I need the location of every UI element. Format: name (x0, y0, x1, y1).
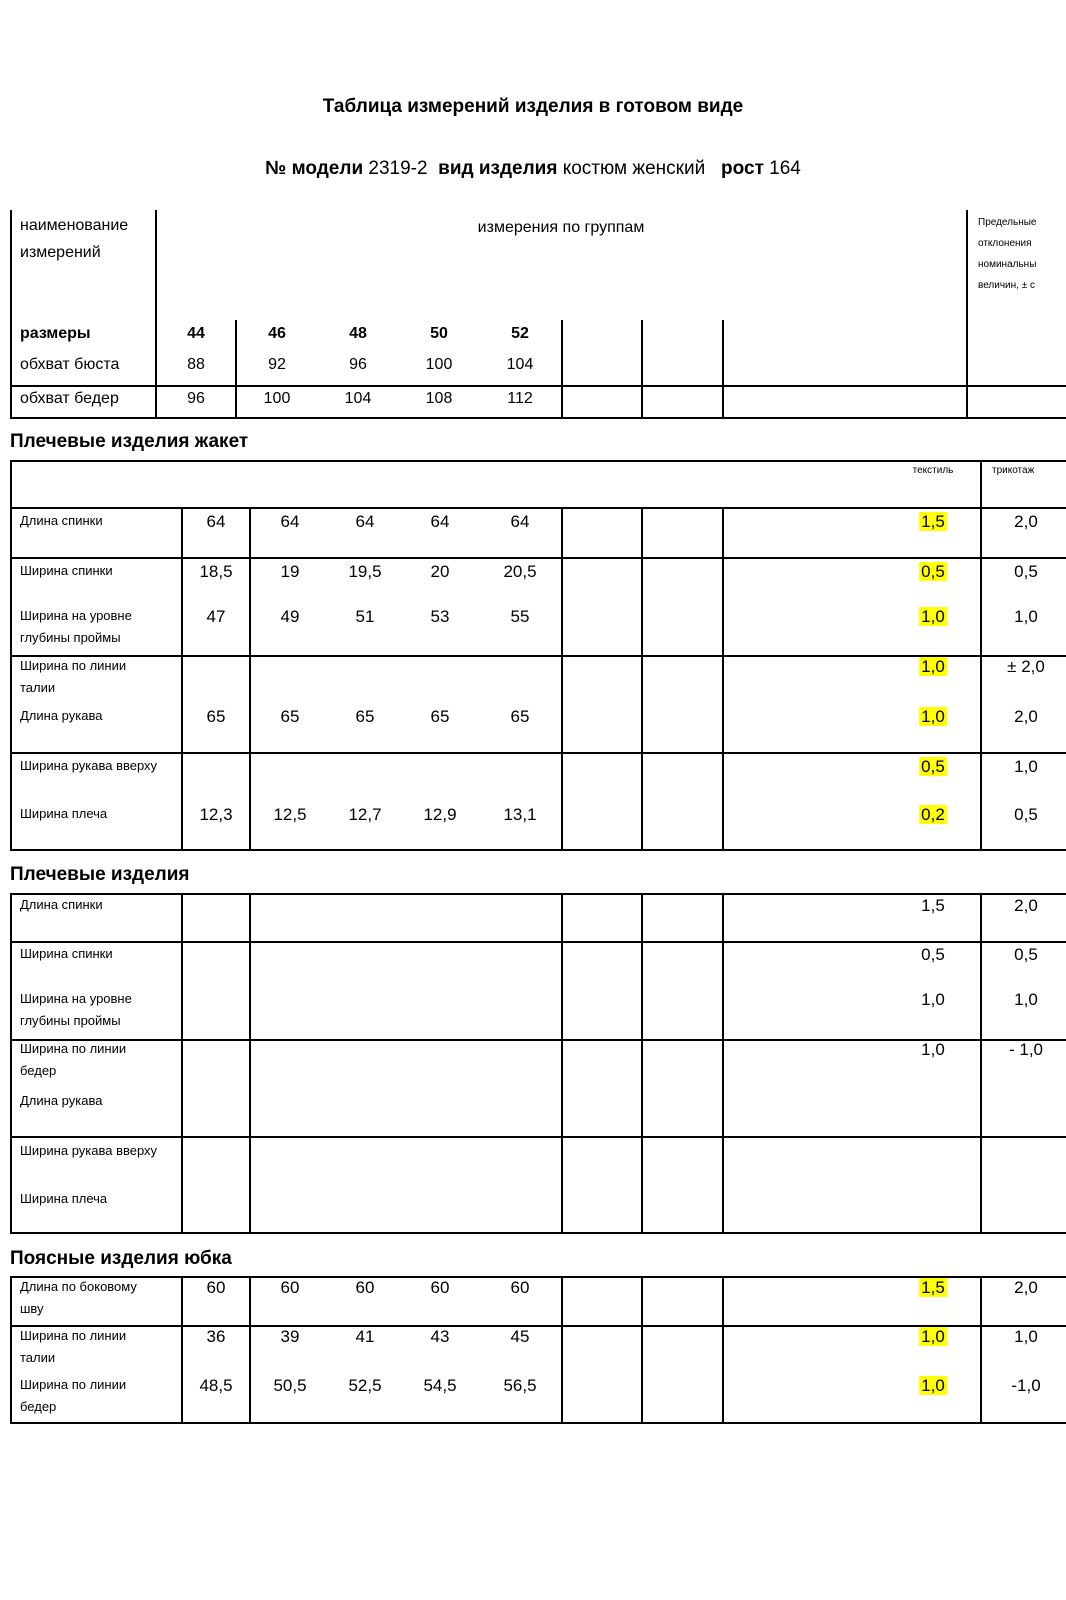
jacket-row-label: Ширина рукава вверху (20, 758, 158, 773)
shoulder-row-label: Ширина по линии бедер (20, 1041, 127, 1078)
jacket-textile-tolerance (919, 707, 947, 727)
row-divider (10, 1136, 1066, 1138)
hips-label: обхват бедер (20, 390, 119, 407)
jacket-value: 12,7 (348, 805, 382, 824)
jacket-value: 51 (355, 607, 375, 626)
page-title: Таблица измерений изделия в готовом виде (322, 96, 744, 117)
bust-value: 100 (425, 356, 453, 373)
size-value: 44 (187, 325, 205, 342)
skirt-value: 36 (206, 1327, 226, 1346)
shoulder-row-label: Ширина спинки (20, 946, 113, 961)
jacket-knit-tolerance: 0,5 (1014, 805, 1038, 824)
hips-value: 100 (263, 390, 291, 407)
row-divider (10, 557, 1066, 559)
jacket-textile-tolerance-highlight: 0,5 (921, 757, 945, 776)
col-divider (980, 893, 982, 1234)
jacket-textile-tolerance (919, 805, 947, 825)
shoulder-row-label: Ширина рукава вверху (20, 1143, 158, 1158)
bust-label: обхват бюста (20, 356, 120, 373)
jacket-textile-tolerance-highlight: 0,5 (921, 562, 945, 581)
shoulder-row-label: Ширина на уровне глубины проймы (20, 991, 132, 1028)
bust-value: 92 (268, 356, 286, 373)
skirt-value: 39 (280, 1327, 300, 1346)
jacket-value: 12,5 (273, 805, 307, 824)
model-info (0, 158, 1066, 180)
jacket-value: 12,9 (423, 805, 457, 824)
skirt-value: 45 (510, 1327, 530, 1346)
jacket-value: 12,3 (199, 805, 233, 824)
jacket-textile-tolerance-highlight: 1,0 (921, 657, 945, 676)
jacket-value: 65 (280, 707, 300, 726)
skirt-knit-tolerance: 2,0 (1014, 1278, 1038, 1297)
shoulder-knit-tolerance: - 1,0 (1008, 1040, 1044, 1059)
jacket-row-label: Ширина по линии талии (20, 658, 127, 695)
jacket-value: 18,5 (199, 562, 233, 581)
jacket-value: 19 (280, 562, 300, 581)
jacket-value: 53 (430, 607, 450, 626)
col-divider (181, 1276, 183, 1424)
shoulder-row-label: Ширина плеча (20, 1191, 108, 1206)
size-value: 50 (430, 325, 448, 342)
col-divider (641, 507, 643, 851)
section-title: Поясные изделия юбка (10, 1248, 232, 1269)
bust-value: 96 (349, 356, 367, 373)
size-value: 52 (511, 325, 529, 342)
jacket-knit-tolerance: 1,0 (1014, 607, 1038, 626)
skirt-textile-tolerance (919, 1278, 947, 1298)
jacket-knit-tolerance: ± 2,0 (1007, 657, 1045, 676)
jacket-value: 55 (510, 607, 530, 626)
shoulder-row-label: Длина рукава (20, 1093, 103, 1108)
jacket-textile-tolerance (919, 657, 947, 677)
col-divider (249, 893, 251, 1234)
shoulder-textile-tolerance: 1,0 (921, 990, 945, 1009)
row-divider (10, 1325, 1066, 1327)
bust-value: 88 (187, 356, 205, 373)
col-divider (980, 1276, 982, 1424)
header-tolerance-divider (966, 210, 968, 418)
bust-value: 104 (506, 356, 534, 373)
col-divider (641, 1276, 643, 1424)
model-number-label: № модели (265, 158, 364, 179)
header-groups-label: измерения по группам (477, 219, 645, 236)
skirt-value: 52,5 (348, 1376, 382, 1395)
col-divider (722, 507, 724, 851)
skirt-row-label: Ширина по линии бедер (20, 1377, 127, 1414)
header-col-divider (722, 320, 724, 418)
model-type-label: вид изделия (438, 158, 558, 179)
jacket-value: 13,1 (503, 805, 537, 824)
skirt-row-label: Длина по боковому шву (20, 1279, 137, 1316)
jacket-value: 64 (206, 512, 226, 531)
jacket-knit-tolerance: 2,0 (1014, 512, 1038, 531)
size-value: 48 (349, 325, 367, 342)
jacket-textile-tolerance (919, 757, 947, 777)
jacket-value: 49 (280, 607, 300, 626)
jacket-textile-tolerance (919, 562, 947, 582)
jacket-textile-tolerance (919, 607, 947, 627)
header-col-divider (561, 320, 563, 418)
col-divider (722, 893, 724, 1234)
header-left-border (10, 210, 12, 418)
skirt-value: 41 (355, 1327, 375, 1346)
skirt-value: 60 (280, 1278, 300, 1297)
skirt-knit-tolerance: 1,0 (1014, 1327, 1038, 1346)
shoulder-knit-tolerance: 1,0 (1014, 990, 1038, 1009)
skirt-value: 54,5 (423, 1376, 457, 1395)
skirt-value: 43 (430, 1327, 450, 1346)
col-divider (181, 507, 183, 851)
textile-label: текстиль (912, 465, 954, 476)
jacket-textile-tolerance-highlight: 1,5 (921, 512, 945, 531)
col-divider (561, 507, 563, 851)
jacket-row-label: Ширина плеча (20, 806, 108, 821)
shoulder-knit-tolerance: 0,5 (1014, 945, 1038, 964)
col-divider (561, 893, 563, 1234)
hips-value: 112 (507, 390, 533, 407)
skirt-value: 60 (510, 1278, 530, 1297)
shoulder-row-label: Длина спинки (20, 897, 103, 912)
sizes-label: размеры (20, 325, 91, 342)
col-divider (980, 507, 982, 851)
header-row-divider (10, 385, 1066, 387)
jacket-value: 47 (206, 607, 226, 626)
jacket-knit-tolerance: 2,0 (1014, 707, 1038, 726)
header-name-divider (155, 210, 157, 418)
skirt-value: 56,5 (503, 1376, 537, 1395)
header-tolerance-label: Предельные отклонения номинальны величин, ± с (978, 217, 1037, 291)
jacket-row-label: Длина спинки (20, 513, 103, 528)
shoulder-table (10, 893, 1066, 1234)
skirt-textile-tolerance (919, 1376, 947, 1396)
shoulder-textile-tolerance: 1,5 (921, 896, 945, 915)
jacket-value: 65 (430, 707, 450, 726)
jacket-value: 64 (430, 512, 450, 531)
skirt-table (10, 1276, 1066, 1424)
row-divider (10, 507, 1066, 509)
jacket-value: 64 (280, 512, 300, 531)
jacket-row-label: Длина рукава (20, 708, 103, 723)
col-divider (249, 1276, 251, 1424)
skirt-textile-tolerance-highlight: 1,0 (921, 1327, 945, 1346)
col-divider (980, 460, 982, 508)
skirt-value: 60 (206, 1278, 226, 1297)
model-height: 164 (769, 158, 801, 179)
jacket-value: 65 (510, 707, 530, 726)
row-divider (10, 1039, 1066, 1041)
jacket-value: 65 (355, 707, 375, 726)
model-height-label: рост (721, 158, 764, 179)
skirt-value: 50,5 (273, 1376, 307, 1395)
skirt-value: 60 (430, 1278, 450, 1297)
col-divider (561, 1276, 563, 1424)
shoulder-knit-tolerance: 2,0 (1014, 896, 1038, 915)
jacket-textile-tolerance (919, 512, 947, 532)
skirt-textile-tolerance (919, 1327, 947, 1347)
header-col-divider (641, 320, 643, 418)
hips-value: 108 (425, 390, 453, 407)
knit-label: трикотаж (992, 465, 1035, 476)
section-title: Плечевые изделия жакет (10, 431, 249, 452)
jacket-textile-tolerance-highlight: 1,0 (921, 707, 945, 726)
jacket-value: 19,5 (348, 562, 382, 581)
header-name-label: наименование измерений (20, 217, 129, 261)
header-col-divider (235, 320, 237, 418)
col-divider (181, 893, 183, 1234)
skirt-textile-tolerance-highlight: 1,5 (921, 1278, 945, 1297)
skirt-value: 60 (355, 1278, 375, 1297)
model-number: 2319-2 (368, 158, 428, 179)
col-divider (641, 893, 643, 1234)
col-divider (249, 507, 251, 851)
jacket-row-label: Ширина на уровне глубины проймы (20, 608, 132, 645)
row-divider (10, 752, 1066, 754)
jacket-knit-tolerance: 0,5 (1014, 562, 1038, 581)
size-value: 46 (268, 325, 286, 342)
jacket-row-label: Ширина спинки (20, 563, 113, 578)
section-title: Плечевые изделия (10, 864, 190, 885)
hips-value: 104 (344, 390, 372, 407)
skirt-textile-tolerance-highlight: 1,0 (921, 1376, 945, 1395)
jacket-textile-tolerance-highlight: 0,2 (921, 805, 945, 824)
jacket-value: 65 (206, 707, 226, 726)
jacket-textile-tolerance-highlight: 1,0 (921, 607, 945, 626)
jacket-value: 20,5 (503, 562, 537, 581)
skirt-value: 48,5 (199, 1376, 233, 1395)
skirt-knit-tolerance: -1,0 (1011, 1376, 1041, 1395)
model-type: костюм женский (562, 158, 706, 179)
jacket-value: 64 (510, 512, 530, 531)
jacket-value: 20 (430, 562, 450, 581)
hips-value: 96 (187, 390, 205, 407)
row-divider (10, 941, 1066, 943)
jacket-knit-tolerance: 1,0 (1014, 757, 1038, 776)
shoulder-textile-tolerance: 0,5 (921, 945, 945, 964)
col-divider (722, 1276, 724, 1424)
shoulder-textile-tolerance: 1,0 (921, 1040, 945, 1059)
skirt-row-label: Ширина по линии талии (20, 1328, 127, 1365)
header-table-bottom (10, 417, 1066, 419)
row-divider (10, 655, 1066, 657)
jacket-value: 64 (355, 512, 375, 531)
